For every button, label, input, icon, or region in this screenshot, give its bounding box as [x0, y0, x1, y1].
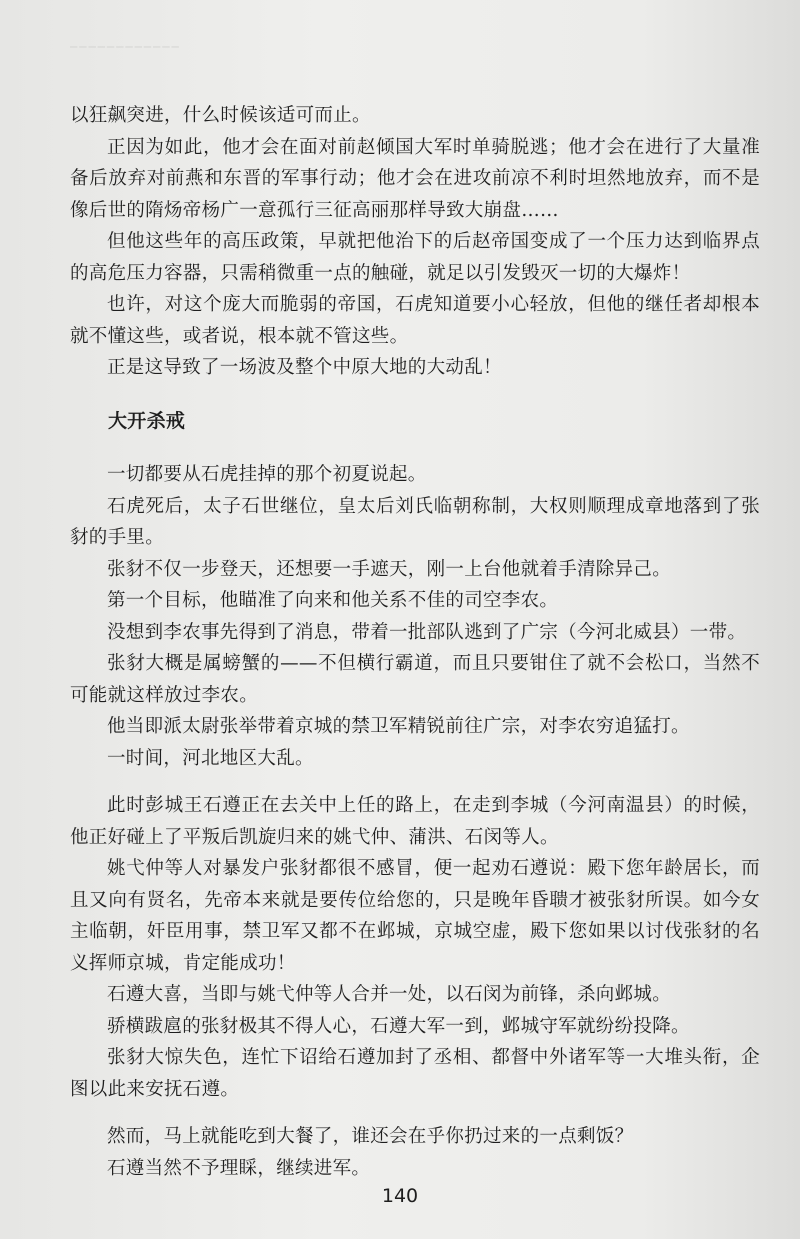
paragraph: 石遵大喜，当即与姚弋仲等人合并一处，以石闵为前锋，杀向邺城。 — [107, 984, 672, 1005]
section-title: 大开杀戒 — [108, 409, 186, 432]
paragraph: 一切都要从石虎挂掉的那个初夏说起。 — [107, 464, 427, 485]
paragraph: 石虎死后，太子石世继位，皇太后刘氏临朝称制，大权则顺理成章地落到了张豺的手里。 — [70, 495, 760, 548]
paragraph: 正因为如此，他才会在面对前赵倾国大军时单骑脱逃；他才会在进行了大量准备后放弃对前燕和东晋的军事行动；他才会在进攻前凉不利时坦然地放弃，而不是像后世的隋炀帝杨广一意孤行三征高丽那样导致大崩盘…… — [70, 136, 760, 221]
paragraph: 正是这导致了一场波及整个中原大地的大动乱！ — [107, 357, 502, 378]
paragraph: 然而，马上就能吃到大餐了，谁还会在乎你扔过来的一点剩饭？ — [107, 1126, 634, 1147]
paragraph: 石遵当然不予理睬，继续进军。 — [107, 1157, 371, 1179]
paragraph: 没想到李农事先得到了消息，带着一批部队逃到了广宗（今河北威县）一带。 — [107, 621, 747, 643]
page-number: 140 — [381, 1185, 419, 1207]
paragraph: 以狂飙突进，什么时候该适可而止。 — [70, 105, 371, 126]
paragraph: 张豺大惊失色，连忙下诏给石遵加封了丞相、都督中外诸军等一大堆头衔，企图以此来安抚石遵。 — [70, 1047, 760, 1100]
running-header-bleed: ──────────── — [70, 40, 181, 54]
paragraph: 但他这些年的高压政策，早就把他治下的后赵帝国变成了一个压力达到临界点的高危压力容器，只需稍微重一点的触碰，就足以引发毁灭一切的大爆炸！ — [70, 231, 760, 284]
paragraph: 他当即派太尉张举带着京城的禁卫军精锐前往广宗，对李农穷追猛打。 — [107, 716, 690, 737]
body-text — [70, 100, 760, 1184]
paragraph: 一时间，河北地区大乱。 — [107, 747, 314, 769]
paragraph: 第一个目标，他瞄准了向来和他关系不佳的司空李农。 — [107, 590, 559, 611]
paragraph: 骄横跋扈的张豺极其不得人心，石遵大军一到，邺城守军就纷纷投降。 — [107, 1015, 690, 1037]
paragraph: 也许，对这个庞大而脆弱的帝国，石虎知道要小心轻放，但他的继任者却根本就不懂这些，或者说，根本就不管这些。 — [70, 294, 760, 347]
paragraph: 张豺不仅一步登天，还想要一手遮天，刚一上台他就着手清除异己。 — [107, 558, 672, 580]
paragraph: 张豺大概是属螃蟹的——不但横行霸道，而且只要钳住了就不会松口，当然不可能就这样放过李农。 — [70, 653, 760, 706]
paragraph: 姚弋仲等人对暴发户张豺都很不感冒，便一起劝石遵说：殿下您年龄居长，而且又向有贤名，先帝本来就是要传位给您的，只是晚年昏聩才被张豺所误。如今女主临朝，奸臣用事，禁卫军又都不在邺城，京城空虚，殿下您如果以讨伐张豺的名义挥师京城，肯定能成功！ — [70, 858, 760, 974]
paragraph: 此时彭城王石遵正在去关中上任的路上，在走到李城（今河南温县）的时候，他正好碰上了平叛后凯旋归来的姚弋仲、蒲洪、石闵等人。 — [70, 795, 760, 848]
